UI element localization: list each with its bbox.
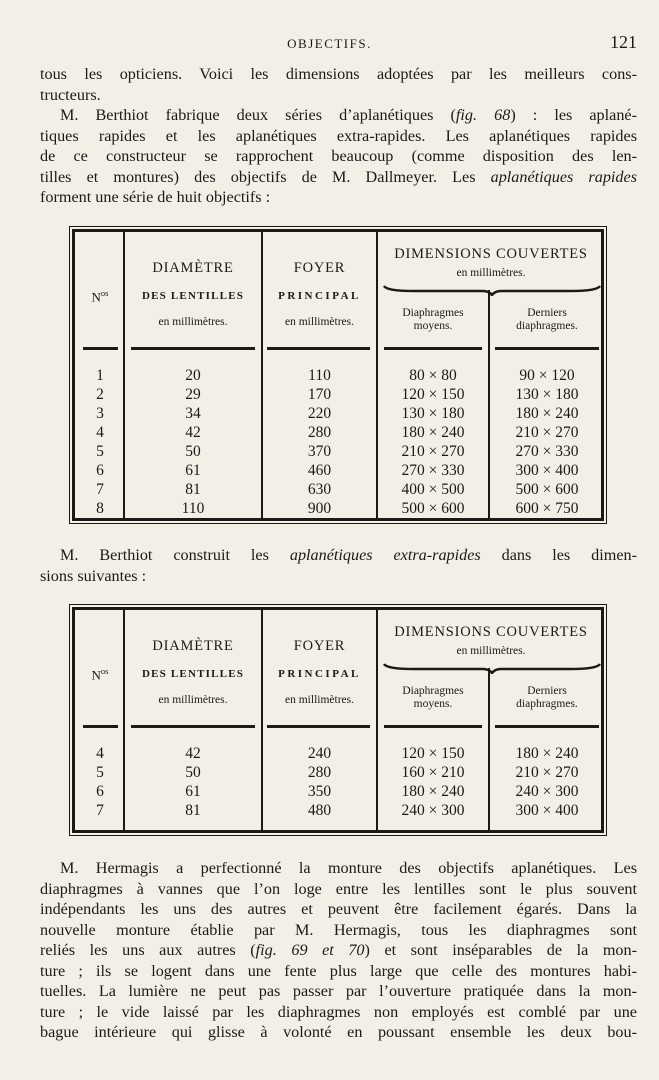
cell-derniers: 90 × 120	[519, 367, 575, 384]
header-nos-suffix: os	[100, 666, 109, 676]
table-row	[75, 462, 601, 481]
text-fragment: dans les dimen-	[480, 546, 638, 564]
cell-moyens: 130 × 180	[401, 405, 465, 422]
cell-foyer: 220	[307, 405, 332, 422]
cell-moyens: 270 × 330	[401, 462, 465, 479]
header-dimensions-unit: en millimètres.	[456, 267, 526, 279]
text-line: nouvelle monture établie par M. Hermagis, tous les diaphragmes sont	[40, 920, 637, 939]
figure-reference: fig. 68	[455, 106, 511, 124]
cell-diametre: 42	[185, 424, 201, 441]
cell-moyens: 180 × 240	[401, 783, 465, 800]
cell-foyer: 110	[308, 367, 331, 384]
emphasis: aplanétiques rapides	[490, 167, 637, 186]
cell-n: 5	[96, 443, 104, 460]
text-line: diaphragmes à vannes que l’on loge entre les lentilles sont le plus souvent	[40, 879, 637, 898]
header-line: Derniers	[527, 307, 567, 319]
cell-moyens: 240 × 300	[401, 802, 465, 819]
cell-diametre: 42	[185, 745, 201, 762]
cell-n: 1	[96, 367, 104, 384]
header-foyer-sub: PRINCIPAL	[278, 668, 361, 680]
text-line: M. Hermagis a perfectionné la monture des objectifs aplanétiques. Les	[60, 859, 637, 877]
cell-diametre: 61	[185, 783, 201, 800]
cell-foyer: 350	[307, 783, 332, 800]
cell-diametre: 81	[185, 481, 201, 498]
table-row	[75, 443, 601, 462]
header-rule	[267, 347, 370, 350]
cell-derniers: 240 × 300	[515, 783, 579, 800]
text-fragment: M. Berthiot construit les	[60, 546, 290, 564]
emphasis: aplanétiques extra-rapides	[289, 546, 481, 564]
text-line: ture ; ils se logent dans une fente plus large que celle des montures habi-	[40, 961, 637, 980]
cell-moyens: 210 × 270	[401, 443, 465, 460]
text-fragment: reliés les uns aux autres (	[40, 941, 256, 959]
running-title: OBJECTIFS.	[287, 36, 372, 51]
text-line: sions suivantes :	[40, 566, 147, 585]
header-diametre-unit: en millimètres.	[158, 316, 228, 328]
text-fragment: ) et sont inséparables de la mon-	[364, 941, 637, 959]
text-line	[40, 940, 637, 961]
cell-derniers: 300 × 400	[515, 802, 579, 819]
header-rule	[495, 725, 599, 728]
header-diaphragmes-moyens	[378, 685, 488, 711]
table-aplanetiques-extra-rapides	[72, 607, 604, 833]
cell-n: 6	[96, 462, 104, 479]
cell-derniers: 180 × 240	[515, 405, 579, 422]
table-row	[75, 764, 601, 783]
header-rule	[131, 347, 255, 350]
cell-diametre: 61	[185, 462, 201, 479]
header-foyer-sub: PRINCIPAL	[278, 290, 361, 302]
header-nos	[79, 288, 121, 305]
cell-moyens: 400 × 500	[401, 481, 465, 498]
header-line: Diaphragmes	[402, 307, 464, 319]
text-line: indépendants les uns des autres et peuvent être facilement égarés. Dans la	[40, 900, 637, 918]
text-line: tuelles. La lumière ne peut pas passer par l’ouverture pratiquée dans la mon-	[40, 982, 637, 1000]
text-line: tiques rapides et les aplanétiques extra-rapides. Les aplanétiques rapides	[40, 126, 637, 145]
cell-diametre: 29	[185, 386, 201, 403]
header-dimensions: DIMENSIONS COUVERTES	[394, 624, 588, 640]
table-aplanetiques-rapides	[72, 229, 604, 521]
table-row	[75, 405, 601, 424]
cell-moyens: 80 × 80	[409, 367, 457, 384]
header-diametre-unit: en millimètres.	[158, 694, 228, 706]
page-number: 121	[610, 32, 637, 52]
header-rule	[384, 725, 482, 728]
cell-n: 6	[96, 783, 104, 800]
cell-n: 2	[96, 386, 104, 403]
cell-n: 7	[96, 481, 104, 498]
cell-n: 4	[96, 424, 104, 441]
text-line: bague intérieure qui glisse à volonté en poussant ensemble les deux bou-	[40, 1023, 637, 1041]
cell-moyens: 120 × 150	[401, 386, 465, 403]
cell-diametre: 50	[185, 764, 201, 781]
header-line: moyens.	[413, 320, 453, 332]
table-row	[75, 367, 601, 386]
header-dimensions: DIMENSIONS COUVERTES	[394, 246, 588, 262]
cell-foyer: 480	[307, 802, 332, 819]
header-rule	[267, 725, 370, 728]
text-line: forment une série de huit objectifs :	[40, 188, 271, 206]
header-rule	[131, 725, 255, 728]
cell-n: 4	[96, 745, 104, 762]
cell-foyer: 170	[307, 386, 332, 403]
table-row	[75, 802, 601, 821]
page-header	[0, 32, 659, 54]
cell-derniers: 210 × 270	[515, 424, 579, 441]
cell-derniers: 130 × 180	[515, 386, 579, 403]
cell-foyer: 630	[307, 481, 332, 498]
header-derniers-diaphragmes	[490, 685, 604, 711]
cell-derniers: 300 × 400	[515, 462, 579, 479]
cell-moyens: 120 × 150	[401, 745, 465, 762]
header-diametre: DIAMÈTRE	[152, 638, 234, 654]
text-fragment: ) : les aplané-	[510, 106, 638, 124]
header-diametre: DIAMÈTRE	[152, 260, 234, 276]
cell-foyer: 280	[307, 764, 332, 781]
cell-n: 8	[96, 500, 104, 517]
header-diametre-sub: DES LENTILLES	[141, 668, 245, 680]
header-foyer: FOYER	[293, 638, 346, 654]
cell-foyer: 280	[307, 424, 332, 441]
header-nos-label: N	[91, 289, 101, 305]
text-fragment: tilles et montures) des objectifs de M. Dallmeyer. Les	[40, 167, 491, 186]
header-rule	[495, 347, 599, 350]
header-nos-label: N	[91, 667, 101, 683]
header-line: diaphragmes.	[516, 320, 578, 332]
header-diaphragmes-moyens	[378, 307, 488, 333]
cell-derniers: 500 × 600	[515, 481, 579, 498]
brace-icon	[383, 660, 601, 674]
cell-derniers: 270 × 330	[515, 443, 579, 460]
table-row	[75, 386, 601, 405]
cell-n: 3	[96, 405, 104, 422]
paragraph-intro	[40, 64, 637, 105]
cell-diametre: 110	[181, 500, 205, 517]
header-line: diaphragmes.	[516, 698, 578, 710]
table-row	[75, 500, 601, 519]
cell-diametre: 81	[185, 802, 201, 819]
header-derniers-diaphragmes	[490, 307, 604, 333]
table-row	[75, 745, 601, 764]
header-nos-suffix: os	[100, 288, 109, 298]
cell-n: 5	[96, 764, 104, 781]
cell-foyer: 900	[307, 500, 332, 517]
text-line	[40, 105, 637, 126]
table-row	[75, 481, 601, 500]
brace-icon	[383, 282, 601, 296]
header-line: moyens.	[413, 698, 453, 710]
paragraph-extra-rapides	[40, 545, 637, 586]
figure-reference: fig. 69 et 70	[255, 941, 365, 959]
paragraph-berthiot-series	[40, 105, 637, 208]
text-line	[40, 167, 637, 188]
text-line: tructeurs.	[40, 85, 101, 104]
text-line: de ce constructeur se rapprochent beaucoup (comme disposition des len-	[40, 147, 637, 165]
text-line	[40, 545, 637, 566]
cell-foyer: 460	[307, 462, 332, 479]
paragraph-hermagis	[40, 858, 637, 1043]
text-line: ture ; le vide laissé par les diaphragmes non employés est comblé par une	[40, 1002, 637, 1021]
cell-diametre: 50	[185, 443, 201, 460]
table-row	[75, 783, 601, 802]
table-row	[75, 424, 601, 443]
header-rule	[83, 725, 118, 728]
header-nos	[79, 666, 121, 683]
header-rule	[83, 347, 118, 350]
header-foyer: FOYER	[293, 260, 346, 276]
cell-moyens: 500 × 600	[401, 500, 465, 517]
cell-diametre: 20	[185, 367, 201, 384]
header-diametre-sub: DES LENTILLES	[141, 290, 245, 302]
cell-n: 7	[96, 802, 104, 819]
header-rule	[384, 347, 482, 350]
cell-derniers: 180 × 240	[515, 745, 579, 762]
header-dimensions-unit: en millimètres.	[456, 645, 526, 657]
header-foyer-unit: en millimètres.	[285, 694, 354, 706]
header-line: Diaphragmes	[402, 685, 464, 697]
cell-derniers: 600 × 750	[515, 500, 579, 517]
cell-moyens: 160 × 210	[401, 764, 465, 781]
cell-moyens: 180 × 240	[401, 424, 465, 441]
cell-foyer: 240	[307, 745, 332, 762]
cell-derniers: 210 × 270	[515, 764, 579, 781]
header-foyer-unit: en millimètres.	[285, 316, 354, 328]
text-fragment: M. Berthiot fabrique deux séries d’aplanétiques (	[60, 106, 456, 124]
cell-foyer: 370	[307, 443, 332, 460]
header-line: Derniers	[527, 685, 567, 697]
text-line: tous les opticiens. Voici les dimensions adoptées par les meilleurs cons-	[40, 65, 637, 83]
cell-diametre: 34	[185, 405, 201, 422]
